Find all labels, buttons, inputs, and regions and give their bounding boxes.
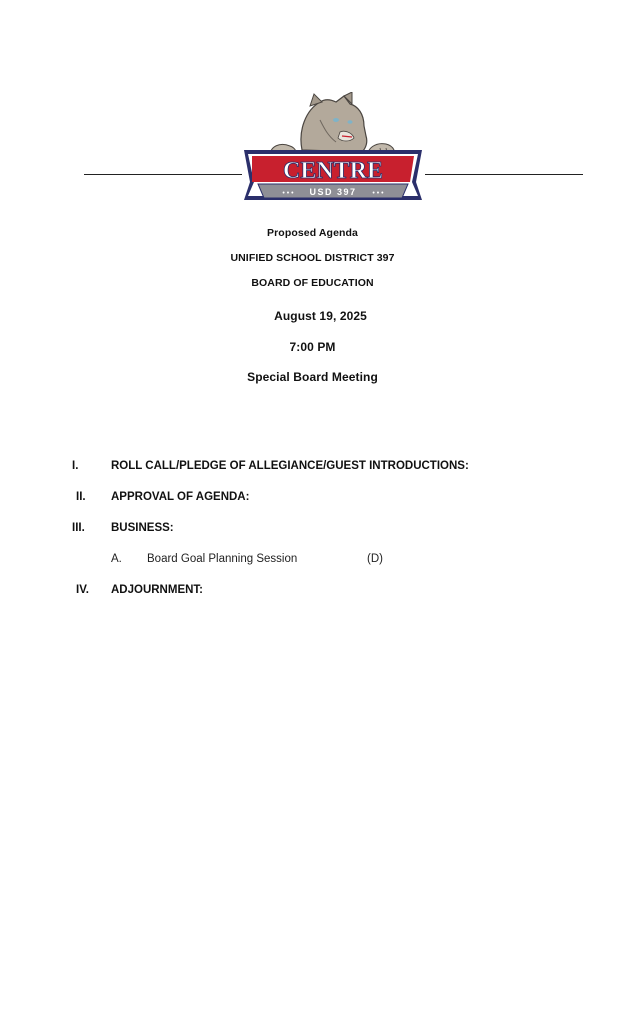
header-rule-left xyxy=(84,174,242,175)
centre-cougar-logo xyxy=(240,92,426,212)
agenda-subitem-a-letter: A. xyxy=(111,553,122,565)
logo-dots-right: • • • xyxy=(372,190,384,197)
logo-dots-left: • • • xyxy=(282,190,294,197)
agenda-item-2-title: APPROVAL OF AGENDA: xyxy=(111,491,250,503)
meeting-time: 7:00 PM xyxy=(289,340,336,354)
agenda-item-4-number: IV. xyxy=(76,584,90,596)
logo-sub-text: USD 397 xyxy=(309,187,357,197)
agenda-item-4-title: ADJOURNMENT: xyxy=(111,584,203,596)
agenda-item-1-number: I. xyxy=(72,460,79,472)
agenda-subitem-a-code: (D) xyxy=(367,553,383,565)
proposed-agenda-label: Proposed Agenda xyxy=(267,227,358,239)
district-name: UNIFIED SCHOOL DISTRICT 397 xyxy=(230,252,395,264)
cougar-mascot-icon xyxy=(270,92,395,158)
agenda-item-3-number: III. xyxy=(72,522,85,534)
board-name: BOARD OF EDUCATION xyxy=(251,277,374,289)
agenda-item-1-title: ROLL CALL/PLEDGE OF ALLEGIANCE/GUEST INTRODUCTIONS: xyxy=(111,460,469,472)
agenda-item-2-number: II. xyxy=(76,491,86,503)
logo-name-text: CENTRE xyxy=(282,158,384,184)
agenda-item-3-title: BUSINESS: xyxy=(111,522,174,534)
header-rule-right xyxy=(425,174,583,175)
meeting-date: August 19, 2025 xyxy=(274,309,367,323)
agenda-subitem-a-title: Board Goal Planning Session xyxy=(147,553,298,565)
meeting-type: Special Board Meeting xyxy=(247,370,378,384)
